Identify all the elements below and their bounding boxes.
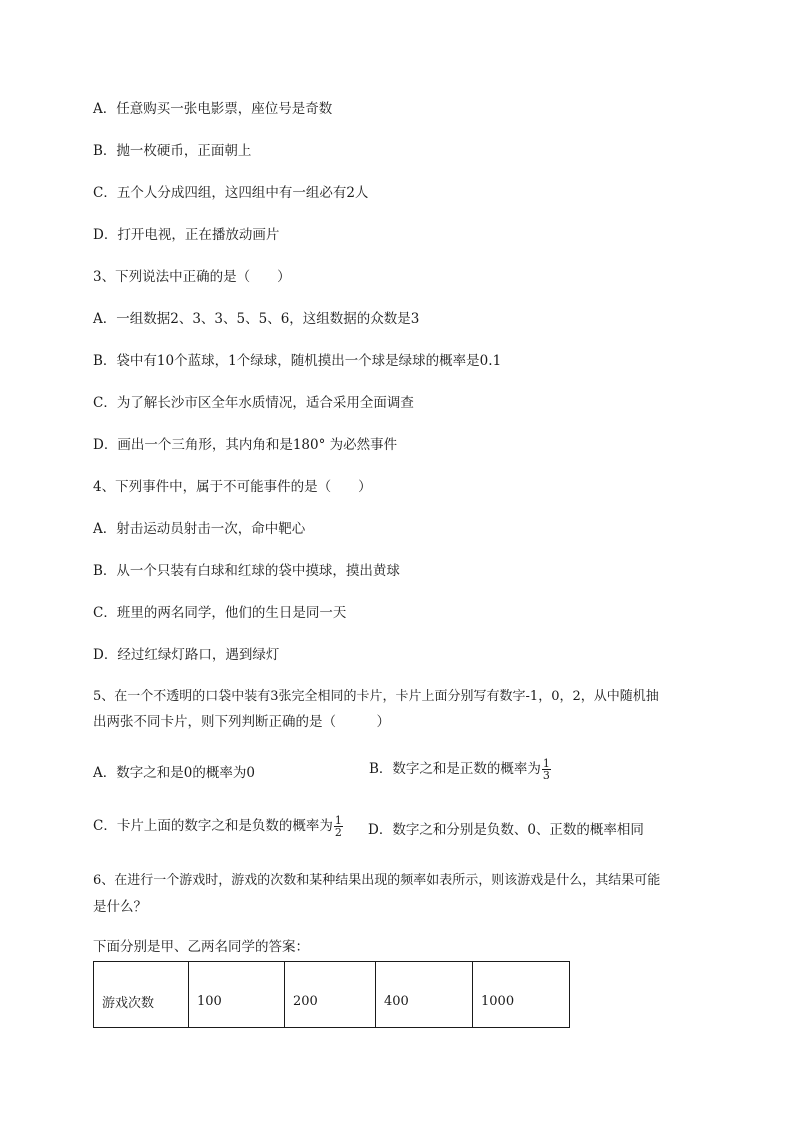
fraction-denominator: 3 [542, 769, 550, 782]
fraction-denominator: 2 [334, 826, 342, 839]
table-header-cell: 游戏次数 [94, 962, 189, 1028]
q2-option-b: B．抛一枚硬币，正面朝上 [93, 143, 252, 159]
fraction-numerator: 1 [542, 757, 550, 770]
q5-option-c-text: C．卡片上面的数字之和是负数的概率为 [93, 818, 333, 834]
table-row [94, 962, 570, 1028]
game-frequency-table [93, 961, 570, 1028]
q4-option-a: A．射击运动员射击一次，命中靶心 [93, 521, 306, 537]
table-cell: 200 [285, 962, 376, 1028]
q5-option-b [369, 758, 551, 781]
q4-option-c: C．班里的两名同学，他们的生日是同一天 [93, 605, 347, 621]
q5-option-c [93, 815, 343, 838]
fraction-one-third [542, 758, 551, 781]
fraction-numerator: 1 [334, 814, 342, 827]
q4-option-b: B．从一个只装有白球和红球的袋中摸球，摸出黄球 [93, 563, 400, 579]
answers-intro: 下面分别是甲、乙两名同学的答案： [93, 939, 309, 955]
table-cell: 400 [376, 962, 473, 1028]
q2-option-c: C．五个人分成四组，这四组中有一组必有2人 [93, 185, 369, 201]
q4-option-d: D．经过红绿灯路口，遇到绿灯 [93, 647, 280, 663]
q3-option-c: C．为了解长沙市区全年水质情况，适合采用全面调查 [93, 395, 414, 411]
q3-option-a: A．一组数据2、3、3、5、5、6，这组数据的众数是3 [93, 311, 420, 327]
question-4: 4、下列事件中，属于不可能事件的是（ ） [93, 479, 372, 495]
question-5-line-1: 5、在一个不透明的口袋中装有3张完全相同的卡片，卡片上面分别写有数字-1，0，2，从中随机抽 [93, 689, 659, 704]
question-6-line-1: 6、在进行一个游戏时，游戏的次数和某种结果出现的频率如表所示，则该游戏是什么，其结果可能 [93, 873, 661, 888]
q3-option-d: D．画出一个三角形，其内角和是180° 为必然事件 [93, 437, 398, 453]
question-3: 3、下列说法中正确的是（ ） [93, 269, 291, 285]
fraction-one-half [334, 815, 343, 838]
q5-option-d: D．数字之和分别是负数、0、正数的概率相同 [368, 822, 644, 838]
table-cell: 100 [189, 962, 285, 1028]
q5-option-a: A．数字之和是0的概率为0 [93, 765, 255, 781]
q2-option-a: A．任意购买一张电影票，座位号是奇数 [93, 101, 333, 117]
table-cell: 1000 [473, 962, 570, 1028]
q3-option-b: B．袋中有10个蓝球，1个绿球，随机摸出一个球是绿球的概率是0.1 [93, 353, 502, 369]
question-5-line-2: 出两张不同卡片，则下列判断正确的是（ ） [93, 714, 390, 730]
question-6-line-2: 是什么？ [93, 899, 147, 915]
q2-option-d: D．打开电视，正在播放动画片 [93, 227, 280, 243]
q5-option-b-text: B．数字之和是正数的概率为 [369, 761, 541, 777]
